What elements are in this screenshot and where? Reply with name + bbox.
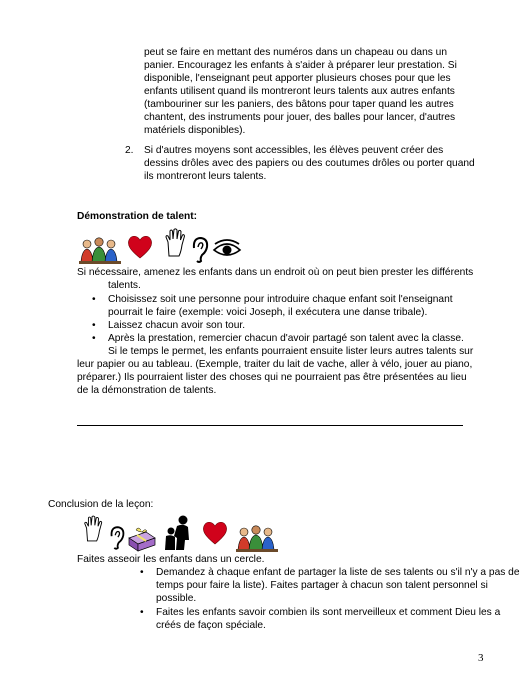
heart-icon bbox=[126, 234, 154, 260]
text-line: pourrait le faire (exemple: voici Joseph, il exécutera une danse tribale). bbox=[108, 307, 428, 318]
text-line: de la démonstration de talents. bbox=[77, 385, 217, 396]
text-line: Si d'autres moyens sont accessibles, les élèves peuvent créer des bbox=[144, 145, 444, 156]
group-of-children-icon bbox=[236, 524, 278, 552]
bullet-symbol: • bbox=[140, 567, 144, 578]
text-line: temps pour faire la liste). Faites partager à chacun son talent personnel si bbox=[156, 580, 488, 591]
item-number: 2. bbox=[125, 145, 134, 156]
page-number: 3 bbox=[478, 652, 484, 664]
text-line: Si nécessaire, amenez les enfants dans un endroit où on peut bien prester les différents bbox=[77, 267, 474, 278]
praying-people-icon bbox=[162, 514, 194, 552]
bullet-symbol: • bbox=[92, 333, 96, 344]
conclusion-icon-row bbox=[82, 514, 282, 554]
text-line: (tambouriner sur les paniers, des bâtons pour taper quand les autres bbox=[144, 99, 454, 110]
text-line: talents. bbox=[108, 280, 141, 291]
gift-icon bbox=[126, 526, 158, 552]
text-line: préparer.) Ils pourraient lister des choses qui ne pourraient pas être présentées au lieu bbox=[77, 372, 467, 383]
text-line: Si le temps le permet, les enfants pourraient ensuite lister leurs autres talents sur bbox=[108, 346, 474, 357]
bullet-symbol: • bbox=[92, 320, 96, 331]
text-line: leur papier ou au tableau. (Exemple, traiter du lait de vache, aller à vélo, jouer au piano, bbox=[77, 359, 473, 370]
text-line: peut se faire en mettant des numéros dans un chapeau ou dans un bbox=[144, 47, 448, 58]
text-line: Demandez à chaque enfant de partager la liste de ses talents ou s'il n'y a pas de bbox=[156, 567, 520, 578]
bullet-symbol: • bbox=[92, 294, 96, 305]
text-line: enfants utilisent quand ils montreront leurs talents aux autres enfants bbox=[144, 86, 455, 97]
text-line: Après la prestation, remercier chacun d'avoir partagé son talent avec la classe. bbox=[108, 333, 464, 344]
text-line: panier. Encouragez les enfants à s'aider à préparer leur prestation. Si bbox=[144, 60, 457, 71]
eye-icon bbox=[212, 238, 242, 260]
text-line: chantent, des instruments pour jouer, des balles pour lancer, d'autres bbox=[144, 112, 456, 123]
text-line: ils montreront leurs talents. bbox=[144, 171, 267, 182]
heart-icon bbox=[201, 520, 229, 546]
text-line: Choisissez soit une personne pour introduire chaque enfant soit l'enseignant bbox=[108, 294, 453, 305]
section-heading: Démonstration de talent: bbox=[77, 211, 197, 222]
text-line: Faites les enfants savoir combien ils sont merveilleux et comment Dieu les a bbox=[156, 607, 501, 618]
hand-icon bbox=[82, 514, 104, 544]
hand-icon bbox=[163, 228, 187, 258]
section-heading: Conclusion de la leçon: bbox=[48, 499, 154, 510]
ear-icon bbox=[190, 236, 210, 264]
demo-icon-row bbox=[77, 228, 247, 266]
group-of-children-icon bbox=[79, 236, 121, 264]
text-line: disponible, l'enseignant peut apporter plusieurs choses pour que les bbox=[144, 73, 451, 84]
text-line: matériels disponibles). bbox=[144, 125, 246, 136]
text-line: Laissez chacun avoir son tour. bbox=[108, 320, 246, 331]
text-line: Faites asseoir les enfants dans un cercle. bbox=[77, 554, 265, 565]
text-line: créés de façon spéciale. bbox=[156, 620, 266, 631]
horizontal-divider bbox=[77, 425, 463, 426]
text-line: possible. bbox=[156, 593, 197, 604]
text-line: dessins drôles avec des papiers ou des coutumes drôles ou porter quand bbox=[144, 158, 475, 169]
ear-icon bbox=[108, 524, 126, 552]
bullet-symbol: • bbox=[140, 607, 144, 618]
